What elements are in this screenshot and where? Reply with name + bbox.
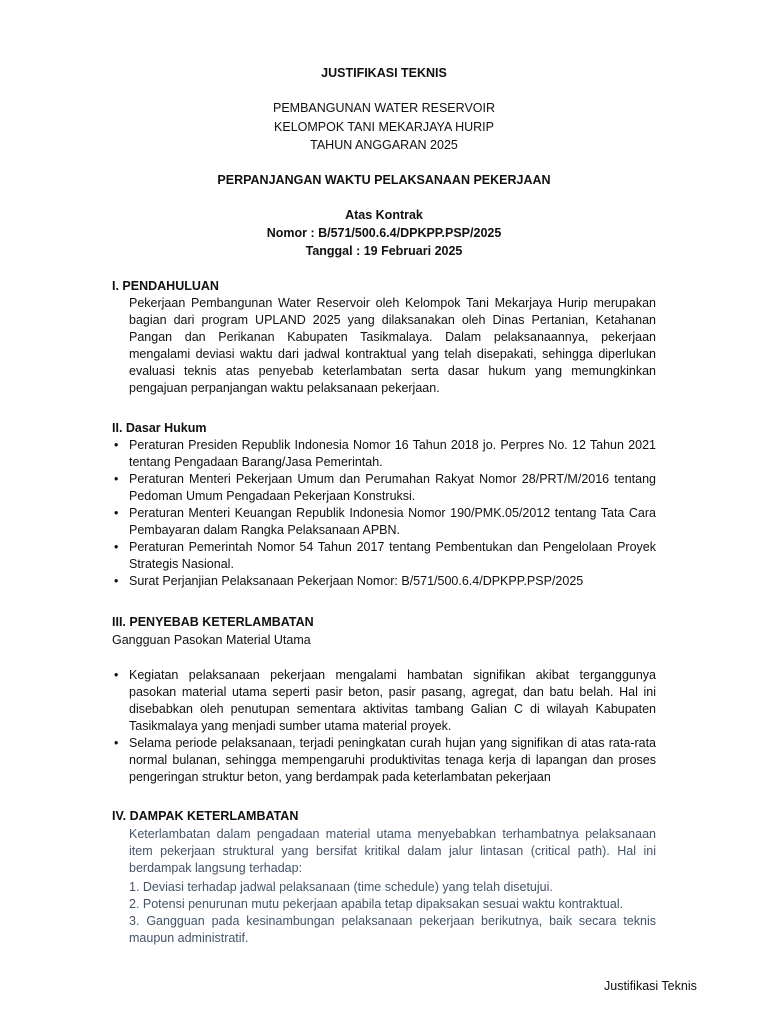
bullet-icon: •: [114, 438, 119, 452]
dampak-list: [129, 879, 656, 947]
list-item: [112, 471, 656, 505]
contract-heading: Atas Kontrak: [345, 208, 423, 222]
list-item-text: Peraturan Menteri Pekerjaan Umum dan Perumahan Rakyat Nomor 28/PRT/M/2016 tentang Pedoman Umum Pengadaan Pekerjaan Konstruksi.: [129, 472, 656, 503]
dasar-hukum-list: [112, 437, 656, 590]
bullet-icon: •: [114, 736, 119, 750]
dampak-text: Keterlambatan dalam pengadaan material utama menyebabkan terhambatnya pelaksanaan item pekerjaan struktural yang bersifat kritikal dalam jalur lintasan (critical path). Hal ini berdampak langsung terhadap:: [129, 827, 656, 875]
contract-date: Tanggal : 19 Februari 2025: [305, 244, 463, 258]
penyebab-list: [112, 667, 656, 786]
section-heading-dampak: IV. DAMPAK KETERLAMBATAN: [112, 809, 299, 823]
document-subject: PERPANJANGAN WAKTU PELAKSANAAN PEKERJAAN: [217, 173, 551, 187]
project-name: PEMBANGUNAN WATER RESERVOIR: [272, 101, 496, 115]
page-footer: Justifikasi Teknis: [604, 979, 697, 993]
penyebab-subheading: Gangguan Pasokan Material Utama: [112, 633, 311, 647]
list-item: 3. Gangguan pada kesinambungan pelaksanaan pekerjaan berikutnya, baik secara teknis maupun administratif.: [129, 914, 656, 945]
contract-number: Nomor : B/571/500.6.4/DPKPP.PSP/2025: [266, 226, 502, 240]
list-item-text: Peraturan Presiden Republik Indonesia Nomor 16 Tahun 2018 jo. Perpres No. 12 Tahun 2021 tentang Pengadaan Barang/Jasa Pemerintah.: [129, 438, 656, 469]
bullet-icon: •: [114, 668, 119, 682]
list-item-text: Kegiatan pelaksanaan pekerjaan mengalami hambatan signifikan akibat terganggunya pasokan material utama seperti pasir beton, pasir pasang, agregat, dan batu belah. Hal ini disebabkan oleh penutupan sementara aktivitas tambang Galian C di wilayah Kabupaten Tasikmalaya yang menjadi sumber utama material proyek.: [129, 668, 656, 733]
list-item: 2. Potensi penurunan mutu pekerjaan apabila tetap dipaksakan sesuai waktu kontraktual.: [129, 897, 624, 911]
bullet-icon: •: [114, 472, 119, 486]
bullet-icon: •: [114, 506, 119, 520]
project-group: KELOMPOK TANI MEKARJAYA HURIP: [274, 120, 494, 134]
list-item-text: Peraturan Pemerintah Nomor 54 Tahun 2017 tentang Pembentukan dan Pengelolaan Proyek Strategis Nasional.: [129, 540, 656, 571]
list-item: [112, 539, 656, 573]
list-item: [112, 505, 656, 539]
section-heading-pendahuluan: I. PENDAHULUAN: [112, 279, 219, 293]
section-heading-penyebab: III. PENYEBAB KETERLAMBATAN: [112, 615, 314, 629]
list-item: [112, 437, 656, 471]
pendahuluan-text: Pekerjaan Pembangunan Water Reservoir oleh Kelompok Tani Mekarjaya Hurip merupakan bagian dari program UPLAND 2025 yang dilaksanakan oleh Dinas Pertanian, Ketahanan Pangan dan Perikanan Kabupaten Tasikmalaya. Dalam pelaksanaannya, pekerjaan mengalami deviasi waktu dari jadwal kontraktual yang telah disepakati, sehingga diperlukan evaluasi teknis atas penyebab keterlambatan serta dasar hukum yang memungkinkan pengajuan perpanjangan waktu pelaksanaan pekerjaan.: [129, 296, 656, 395]
list-item: [112, 573, 656, 590]
list-item: [112, 735, 656, 786]
bullet-icon: •: [114, 540, 119, 554]
list-item-text: Surat Perjanjian Pelaksanaan Pekerjaan Nomor: B/571/500.6.4/DPKPP.PSP/2025: [129, 574, 584, 588]
project-year: TAHUN ANGGARAN 2025: [310, 138, 458, 152]
bullet-icon: •: [114, 574, 119, 588]
section-heading-dasar-hukum: II. Dasar Hukum: [112, 421, 207, 435]
document-title: JUSTIFIKASI TEKNIS: [321, 66, 447, 80]
list-item-text: Selama periode pelaksanaan, terjadi peningkatan curah hujan yang signifikan di atas rata-rata normal bulanan, sehingga mempengaruhi produktivitas tenaga kerja di lapangan dan proses pengeringan struktur beton, yang berdampak pada keterlambatan pekerjaan: [129, 736, 656, 784]
list-item: [112, 667, 656, 735]
list-item-text: Peraturan Menteri Keuangan Republik Indonesia Nomor 190/PMK.05/2012 tentang Tata Cara Pembayaran dalam Rangka Pelaksanaan APBN.: [129, 506, 656, 537]
list-item: 1. Deviasi terhadap jadwal pelaksanaan (time schedule) yang telah disetujui.: [129, 880, 553, 894]
